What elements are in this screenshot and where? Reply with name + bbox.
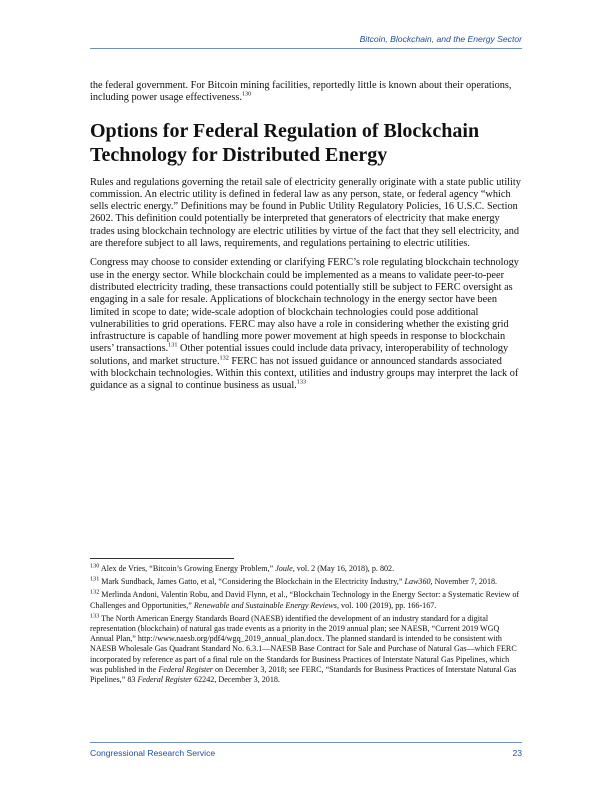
footnote-journal: Federal Register [158, 664, 213, 674]
footnote-number: 132 [90, 588, 100, 596]
footnote-number: 130 [90, 562, 100, 570]
footnote-ref-133[interactable]: 133 [296, 378, 307, 386]
paragraph-2 [90, 257, 522, 392]
header-rule [90, 48, 522, 49]
footnote-text: , vol. 2 (May 16, 2018), p. 802. [292, 564, 395, 573]
footnote-ref-132[interactable]: 132 [219, 354, 229, 362]
footnote-133 [90, 614, 522, 685]
footnote-text: 62242, December 3, 2018. [192, 675, 280, 685]
footnote-number: 131 [90, 575, 100, 583]
running-header: Bitcoin, Blockchain, and the Energy Sector [359, 34, 522, 44]
continuation-text: the federal government. For Bitcoin mining facilities, reportedly little is known about their operations, including power usage effectiveness. [90, 80, 512, 104]
footnote-text: The North American Energy Standards Board (NAESB) identified the development of an industry standard for a digital representation (blockchain) of natural gas trade events as a priority in the 2019 annual plan; see NAESB, “Current 2019 WGQ Annual Plan,” http://www.naesb.org/pdf4/wgq_2019_annual_plan.docx. The planned standard is intended to be consistent with NAESB Wholesale Gas Quadrant Standard No. 6.3.1—NAESB Base Contract for Sale and Purchase of Natural Gas—which FERC incorporated by reference as part of a final rule on the Standards for Business Practices of Interstate Natural Gas Pipelines, which was published in the [90, 613, 517, 674]
footnote-text: on December 3, 2018; see FERC, “Standards for Business Practices of Interstate Natural Gas Pipelines,” 83 [90, 664, 517, 685]
paragraph-2-text-c: FERC has not issued guidance or announced standards associated with blockchain technologies. Within this context, utilities and industry groups may interpret the lack of guidance as a signal to continue business as usual. [90, 355, 519, 392]
footnote-ref-131[interactable]: 131 [168, 342, 178, 350]
paragraph-2-text-a: Congress may choose to consider extending or clarifying FERC’s role regulating blockchain technology use in the energy sector. While blockchain could be implemented as a means to validate peer-to-peer distributed electricity trading, these transactions could potentially still be subject to FERC oversight as engaging in a sale for resale. Applications of blockchain technology in the energy sector have been limited in scope to date; wide-scale adoption of blockchain technologies could pose additional vulnerabilities to grid operations. FERC may also have a role in considering whether the existing grid infrastructure is capable of handling more power movement at high speeds in response to blockchain users’ transactions. [90, 257, 519, 355]
footnotes [90, 564, 522, 688]
paragraph-1: Rules and regulations governing the retail sale of electricity generally originate with a state public utility commission. An electric utility is defined in federal law as any person, state, or federal agency “which sells electric energy.” Definitions may be found in Public Utility Regulatory Policies, 16 U.S.C. Section 2602. This definition could potentially be interpreted that generators of electricity that make energy trades using blockchain technology are electric utilities by virtue of the fact that they sell electricity, and are therefore subject to all laws, requirements, and regulations pertaining to electric utilities. [90, 176, 521, 250]
footnote-130 [90, 564, 522, 574]
page-content [90, 80, 522, 400]
continuation-paragraph [90, 80, 522, 105]
footnote-text: , vol. 100 (2019), pp. 166-167. [336, 600, 437, 610]
footer-rule [90, 742, 522, 743]
footnote-132 [90, 590, 522, 610]
footnote-131 [90, 577, 522, 587]
footnote-text: Mark Sundback, James Gatto, et al, “Considering the Blockchain in the Electricity Industry,” [99, 577, 405, 587]
paragraph-2-text-b: Other potential issues could include data privacy, interoperability of technology solutions, and market structure. [90, 343, 509, 367]
footnote-journal: Renewable and Sustainable Energy Reviews [193, 600, 337, 610]
footnote-journal: Joule [275, 564, 293, 573]
footnote-text: Alex de Vries, “Bitcoin’s Growing Energy Problem,” [99, 564, 276, 573]
section-heading: Options for Federal Regulation of Blockchain Technology for Distributed Energy [90, 119, 480, 166]
footnote-separator [90, 558, 234, 559]
footer-organization: Congressional Research Service [90, 748, 216, 758]
footnote-ref-130[interactable]: 130 [241, 90, 252, 98]
footnote-journal: Law360 [404, 577, 431, 587]
footnote-text: Merlinda Andoni, Valentin Robu, and David Flynn, et al., “Blockchain Technology in the Energy Sector: a Systematic Review of Challenges and Opportunities,” [90, 590, 520, 610]
footnote-text: , November 7, 2018. [430, 577, 498, 587]
footnote-number: 133 [90, 612, 100, 620]
footnote-journal: Federal Register [137, 675, 193, 685]
page-number: 23 [512, 748, 522, 758]
